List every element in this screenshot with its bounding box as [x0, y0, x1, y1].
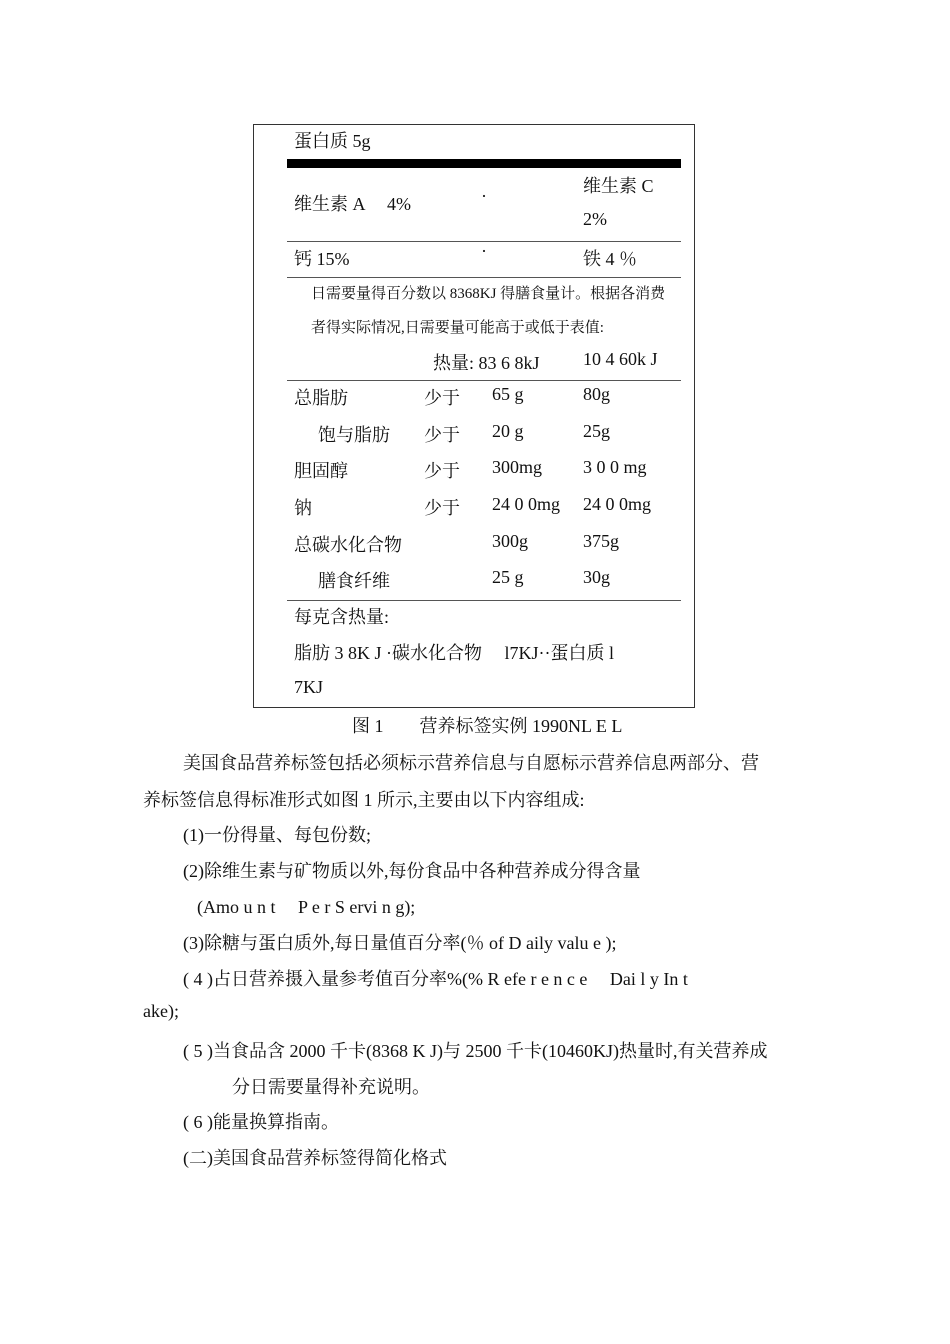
energy-value-2: 10 4 60k J	[583, 349, 658, 369]
list-item: (1)一份得量、每包份数;	[183, 825, 371, 845]
nutrient-value-2: 3 0 0 mg	[583, 457, 647, 477]
nutrient-value-2: 30g	[583, 567, 610, 587]
note-line-1: 日需要量得百分数以 8368KJ 得膳食量计。根据各消费	[311, 286, 666, 302]
per-gram-line-1: 脂肪 3 8K J ·碳水化合物 l7KJ··蛋白质 l	[294, 643, 614, 663]
list-item: ( 5 )当食品含 2000 千卡(8368 K J)与 2500 千卡(10460KJ)热量时,有关营养成	[183, 1041, 768, 1061]
nutrient-name: 膳食纤维	[318, 571, 390, 591]
nutrient-value-2: 25g	[583, 421, 610, 441]
paragraph-line: 养标签信息得标准形式如图 1 所示,主要由以下内容组成:	[143, 790, 585, 810]
list-item: ( 6 )能量换算指南。	[183, 1112, 339, 1132]
vitamin-c-label: 维生素 C	[583, 176, 654, 196]
separator-dot: ·	[481, 241, 487, 261]
divider-line	[287, 277, 681, 278]
nutrient-qualifier: 少于	[424, 498, 460, 518]
vitamin-c-value: 2%	[583, 209, 607, 229]
nutrient-qualifier: 少于	[424, 461, 460, 481]
vitamin-a-text: 维生素 A 4%	[294, 194, 411, 214]
iron-text: 铁 4 ％	[583, 249, 637, 269]
protein-text: 蛋白质 5g	[294, 131, 371, 151]
list-item: (3)除糖与蛋白质外,每日量值百分率(％ of D aily valu e );	[183, 933, 617, 953]
list-item: (2)除维生素与矿物质以外,每份食品中各种营养成分得含量	[183, 861, 641, 881]
nutrient-value-1: 65 g	[492, 384, 524, 404]
list-item-continuation: ake);	[143, 1001, 179, 1021]
nutrient-value-2: 375g	[583, 531, 619, 551]
nutrient-name: 总碳水化合物	[294, 535, 402, 555]
list-item-continuation: (Amo u n t P e r S ervi n g);	[197, 897, 416, 917]
nutrient-name: 总脂肪	[294, 388, 348, 408]
divider-line	[287, 600, 681, 601]
per-gram-title: 每克含热量:	[294, 607, 390, 627]
nutrient-value-1: 25 g	[492, 567, 524, 587]
calcium-text: 钙 15%	[294, 249, 350, 269]
separator-dot: ·	[481, 186, 487, 206]
nutrient-value-2: 24 0 0mg	[583, 494, 652, 514]
energy-label: 热量: 83 6 8kJ	[433, 353, 540, 373]
list-item-continuation: 分日需要量得补充说明。	[232, 1077, 430, 1097]
nutrient-qualifier: 少于	[424, 388, 460, 408]
section-heading: (二)美国食品营养标签得简化格式	[183, 1148, 447, 1168]
figure-caption: 图 1 营养标签实例 1990NL E L	[352, 716, 623, 736]
divider-line	[287, 380, 681, 381]
per-gram-line-2: 7KJ	[294, 677, 324, 697]
nutrient-value-2: 80g	[583, 384, 610, 404]
nutrient-value-1: 24 0 0mg	[492, 494, 561, 514]
nutrient-qualifier: 少于	[424, 425, 460, 445]
nutrient-value-1: 20 g	[492, 421, 524, 441]
nutrient-value-1: 300mg	[492, 457, 543, 477]
nutrient-value-1: 300g	[492, 531, 528, 551]
nutrient-name: 饱与脂肪	[318, 425, 390, 445]
nutrient-name: 钠	[294, 498, 312, 518]
note-line-2: 者得实际情况,日需要量可能高于或低于表值:	[311, 320, 604, 336]
paragraph-line: 美国食品营养标签包括必须标示营养信息与自愿标示营养信息两部分、营	[183, 753, 759, 773]
nutrient-name: 胆固醇	[294, 461, 348, 481]
list-item: ( 4 )占日营养摄入量参考值百分率%(% R efe r e n c e Dai l y In t	[183, 969, 688, 989]
thick-divider	[287, 159, 681, 168]
